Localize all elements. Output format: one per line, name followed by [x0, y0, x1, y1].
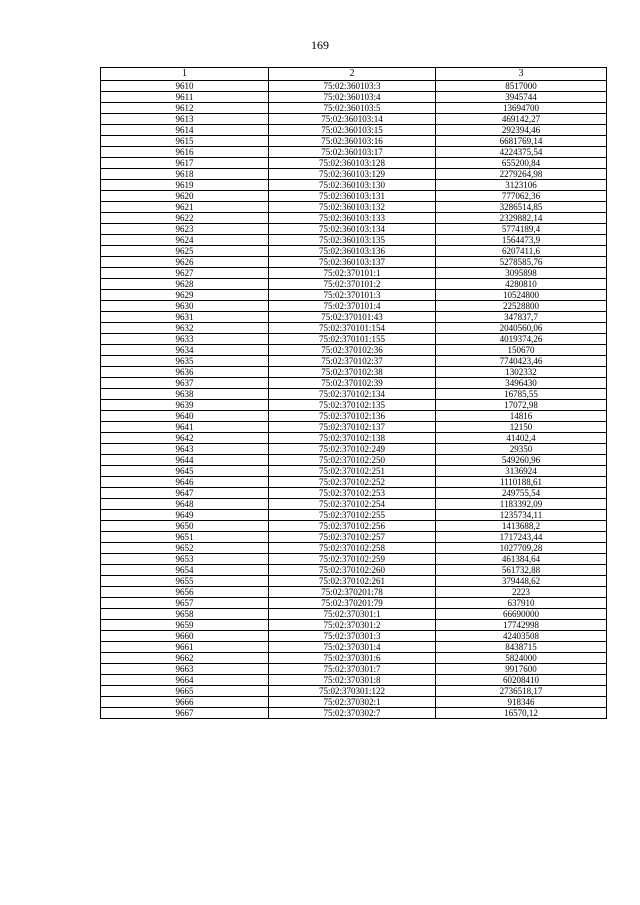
- cadastral-number-cell: 75:02:360103:5: [269, 103, 436, 114]
- table-header-row: [101, 68, 607, 81]
- cadastral-number-cell: 75:02:370102:138: [269, 433, 436, 444]
- row-number-cell: 9630: [101, 301, 269, 312]
- table-row: [101, 114, 607, 125]
- table-row: [101, 598, 607, 609]
- row-number-cell: 9654: [101, 565, 269, 576]
- value-cell: 16785,55: [436, 389, 607, 400]
- cadastral-number-cell: 75:02:370102:258: [269, 543, 436, 554]
- row-number-cell: 9634: [101, 345, 269, 356]
- value-cell: 10524800: [436, 290, 607, 301]
- table-row: [101, 334, 607, 345]
- cadastral-number-cell: 75:02:360103:135: [269, 235, 436, 246]
- cadastral-number-cell: 75:02:360103:16: [269, 136, 436, 147]
- cadastral-number-cell: 75:02:370301:122: [269, 686, 436, 697]
- row-number-cell: 9631: [101, 312, 269, 323]
- table-row: [101, 400, 607, 411]
- value-cell: 13694700: [436, 103, 607, 114]
- row-number-cell: 9665: [101, 686, 269, 697]
- table-row: [101, 378, 607, 389]
- value-cell: 637910: [436, 598, 607, 609]
- row-number-cell: 9641: [101, 422, 269, 433]
- cadastral-number-cell: 75:02:370201:78: [269, 587, 436, 598]
- row-number-cell: 9661: [101, 642, 269, 653]
- row-number-cell: 9646: [101, 477, 269, 488]
- row-number-cell: 9611: [101, 92, 269, 103]
- cadastral-number-cell: 75:02:360103:132: [269, 202, 436, 213]
- value-cell: 1110188,61: [436, 477, 607, 488]
- cadastral-number-cell: 75:02:370102:255: [269, 510, 436, 521]
- value-cell: 1302332: [436, 367, 607, 378]
- row-number-cell: 9614: [101, 125, 269, 136]
- row-number-cell: 9635: [101, 356, 269, 367]
- value-cell: 1235734,11: [436, 510, 607, 521]
- value-cell: 292394,46: [436, 125, 607, 136]
- table-row: [101, 81, 607, 92]
- value-cell: 6681769,14: [436, 136, 607, 147]
- table-row: [101, 147, 607, 158]
- cadastral-number-cell: 75:02:370101:3: [269, 290, 436, 301]
- table-row: [101, 455, 607, 466]
- table-row: [101, 422, 607, 433]
- row-number-cell: 9651: [101, 532, 269, 543]
- cadastral-number-cell: 75:02:370101:43: [269, 312, 436, 323]
- table-row: [101, 301, 607, 312]
- table-row: [101, 213, 607, 224]
- cadastral-number-cell: 75:02:370301:4: [269, 642, 436, 653]
- table-row: [101, 169, 607, 180]
- row-number-cell: 9667: [101, 708, 269, 719]
- value-cell: 17072,98: [436, 400, 607, 411]
- cadastral-number-cell: 75:02:360103:4: [269, 92, 436, 103]
- table-row: [101, 158, 607, 169]
- value-cell: 16570,12: [436, 708, 607, 719]
- row-number-cell: 9610: [101, 81, 269, 92]
- cadastral-number-cell: 75:02:370102:259: [269, 554, 436, 565]
- cadastral-number-cell: 75:02:370102:135: [269, 400, 436, 411]
- value-cell: 14816: [436, 411, 607, 422]
- value-cell: 1413688,2: [436, 521, 607, 532]
- cadastral-number-cell: 75:02:370101:1: [269, 268, 436, 279]
- row-number-cell: 9633: [101, 334, 269, 345]
- cadastral-number-cell: 75:02:360103:15: [269, 125, 436, 136]
- value-cell: 918346: [436, 697, 607, 708]
- value-cell: 12150: [436, 422, 607, 433]
- value-cell: 4280810: [436, 279, 607, 290]
- cadastral-number-cell: 75:02:370301:6: [269, 653, 436, 664]
- table-row: [101, 631, 607, 642]
- cadastral-number-cell: 75:02:370101:154: [269, 323, 436, 334]
- value-cell: 4224375,54: [436, 147, 607, 158]
- cadastral-number-cell: 75:02:370102:250: [269, 455, 436, 466]
- row-number-cell: 9649: [101, 510, 269, 521]
- table-row: [101, 554, 607, 565]
- cadastral-number-cell: 75:02:370102:38: [269, 367, 436, 378]
- cadastral-number-cell: 75:02:370102:252: [269, 477, 436, 488]
- row-number-cell: 9632: [101, 323, 269, 334]
- table-row: [101, 532, 607, 543]
- row-number-cell: 9629: [101, 290, 269, 301]
- value-cell: 3095898: [436, 268, 607, 279]
- cadastral-number-cell: 75:02:370102:254: [269, 499, 436, 510]
- value-cell: 2040560,06: [436, 323, 607, 334]
- cadastral-number-cell: 75:02:360103:133: [269, 213, 436, 224]
- row-number-cell: 9652: [101, 543, 269, 554]
- table-row: [101, 268, 607, 279]
- cadastral-number-cell: 75:02:370102:249: [269, 444, 436, 455]
- row-number-cell: 9617: [101, 158, 269, 169]
- row-number-cell: 9616: [101, 147, 269, 158]
- table-row: [101, 510, 607, 521]
- table-row: [101, 136, 607, 147]
- cadastral-number-cell: 75:02:360103:3: [269, 81, 436, 92]
- row-number-cell: 9659: [101, 620, 269, 631]
- table-row: [101, 103, 607, 114]
- row-number-cell: 9643: [101, 444, 269, 455]
- value-cell: 8517000: [436, 81, 607, 92]
- cadastral-number-cell: 75:02:370101:2: [269, 279, 436, 290]
- cadastral-number-cell: 75:02:370102:36: [269, 345, 436, 356]
- row-number-cell: 9621: [101, 202, 269, 213]
- row-number-cell: 9624: [101, 235, 269, 246]
- table-row: [101, 587, 607, 598]
- cadastral-number-cell: 75:02:370302:1: [269, 697, 436, 708]
- value-cell: 461384,64: [436, 554, 607, 565]
- row-number-cell: 9638: [101, 389, 269, 400]
- value-cell: 60208410: [436, 675, 607, 686]
- value-cell: 249755,54: [436, 488, 607, 499]
- cadastral-number-cell: 75:02:360103:17: [269, 147, 436, 158]
- value-cell: 3945744: [436, 92, 607, 103]
- table-row: [101, 477, 607, 488]
- value-cell: 3123106: [436, 180, 607, 191]
- row-number-cell: 9639: [101, 400, 269, 411]
- cadastral-number-cell: 75:02:360103:14: [269, 114, 436, 125]
- table-row: [101, 224, 607, 235]
- row-number-cell: 9655: [101, 576, 269, 587]
- row-number-cell: 9623: [101, 224, 269, 235]
- value-cell: 66690000: [436, 609, 607, 620]
- cadastral-number-cell: 75:02:370102:137: [269, 422, 436, 433]
- value-cell: 655200,84: [436, 158, 607, 169]
- cadastral-number-cell: 75:02:370102:253: [269, 488, 436, 499]
- value-cell: 9917600: [436, 664, 607, 675]
- row-number-cell: 9620: [101, 191, 269, 202]
- row-number-cell: 9645: [101, 466, 269, 477]
- table-body: [101, 81, 607, 719]
- value-cell: 561732,88: [436, 565, 607, 576]
- row-number-cell: 9612: [101, 103, 269, 114]
- cadastral-number-cell: 75:02:370102:39: [269, 378, 436, 389]
- table-row: [101, 290, 607, 301]
- value-cell: 777062,36: [436, 191, 607, 202]
- row-number-cell: 9640: [101, 411, 269, 422]
- cadastral-table: [100, 67, 607, 719]
- table-row: [101, 708, 607, 719]
- row-number-cell: 9657: [101, 598, 269, 609]
- value-cell: 4019374,26: [436, 334, 607, 345]
- value-cell: 2329882,14: [436, 213, 607, 224]
- cadastral-number-cell: 75:02:370102:261: [269, 576, 436, 587]
- row-number-cell: 9626: [101, 257, 269, 268]
- value-cell: 1717243,44: [436, 532, 607, 543]
- table-row: [101, 180, 607, 191]
- table-row: [101, 312, 607, 323]
- table-row: [101, 202, 607, 213]
- row-number-cell: 9618: [101, 169, 269, 180]
- value-cell: 29350: [436, 444, 607, 455]
- cadastral-number-cell: 75:02:370302:7: [269, 708, 436, 719]
- row-number-cell: 9664: [101, 675, 269, 686]
- value-cell: 3286514,85: [436, 202, 607, 213]
- value-cell: 7740423,46: [436, 356, 607, 367]
- value-cell: 41402,4: [436, 433, 607, 444]
- row-number-cell: 9644: [101, 455, 269, 466]
- table-row: [101, 389, 607, 400]
- value-cell: 5774189,4: [436, 224, 607, 235]
- table-row: [101, 444, 607, 455]
- cadastral-number-cell: 75:02:370102:260: [269, 565, 436, 576]
- value-cell: 2736518,17: [436, 686, 607, 697]
- table-row: [101, 235, 607, 246]
- value-cell: 3136924: [436, 466, 607, 477]
- table-row: [101, 565, 607, 576]
- table-row: [101, 609, 607, 620]
- table-row: [101, 345, 607, 356]
- row-number-cell: 9648: [101, 499, 269, 510]
- row-number-cell: 9656: [101, 587, 269, 598]
- table-row: [101, 675, 607, 686]
- row-number-cell: 9615: [101, 136, 269, 147]
- row-number-cell: 9642: [101, 433, 269, 444]
- value-cell: 379448,62: [436, 576, 607, 587]
- cadastral-number-cell: 75:02:360103:129: [269, 169, 436, 180]
- cadastral-number-cell: 75:02:370101:4: [269, 301, 436, 312]
- row-number-cell: 9658: [101, 609, 269, 620]
- value-cell: 347837,7: [436, 312, 607, 323]
- table-row: [101, 279, 607, 290]
- column-header-3: 3: [436, 68, 607, 81]
- value-cell: 5824000: [436, 653, 607, 664]
- cadastral-number-cell: 75:02:370301:3: [269, 631, 436, 642]
- table-row: [101, 356, 607, 367]
- table-row: [101, 411, 607, 422]
- cadastral-number-cell: 75:02:360103:134: [269, 224, 436, 235]
- cadastral-number-cell: 75:02:370102:256: [269, 521, 436, 532]
- cadastral-number-cell: 75:02:370301:2: [269, 620, 436, 631]
- value-cell: 17742998: [436, 620, 607, 631]
- cadastral-number-cell: 75:02:370102:251: [269, 466, 436, 477]
- cadastral-number-cell: 75:02:360103:128: [269, 158, 436, 169]
- table-row: [101, 191, 607, 202]
- value-cell: 6207411,6: [436, 246, 607, 257]
- cadastral-number-cell: 75:02:370102:136: [269, 411, 436, 422]
- row-number-cell: 9622: [101, 213, 269, 224]
- value-cell: 22528800: [436, 301, 607, 312]
- cadastral-number-cell: 75:02:370301:8: [269, 675, 436, 686]
- row-number-cell: 9663: [101, 664, 269, 675]
- table-row: [101, 620, 607, 631]
- table-row: [101, 499, 607, 510]
- row-number-cell: 9637: [101, 378, 269, 389]
- table-row: [101, 257, 607, 268]
- row-number-cell: 9650: [101, 521, 269, 532]
- cadastral-number-cell: 75:02:370102:37: [269, 356, 436, 367]
- value-cell: 469142,27: [436, 114, 607, 125]
- row-number-cell: 9647: [101, 488, 269, 499]
- table-row: [101, 697, 607, 708]
- table-row: [101, 686, 607, 697]
- table-row: [101, 433, 607, 444]
- value-cell: 1027709,28: [436, 543, 607, 554]
- row-number-cell: 9666: [101, 697, 269, 708]
- value-cell: 549260,96: [436, 455, 607, 466]
- value-cell: 8438715: [436, 642, 607, 653]
- row-number-cell: 9619: [101, 180, 269, 191]
- table-row: [101, 466, 607, 477]
- table-row: [101, 367, 607, 378]
- row-number-cell: 9625: [101, 246, 269, 257]
- value-cell: 2223: [436, 587, 607, 598]
- value-cell: 5278585,76: [436, 257, 607, 268]
- table-row: [101, 125, 607, 136]
- value-cell: 2279264,98: [436, 169, 607, 180]
- table-row: [101, 92, 607, 103]
- row-number-cell: 9613: [101, 114, 269, 125]
- value-cell: 150670: [436, 345, 607, 356]
- table-row: [101, 488, 607, 499]
- cadastral-number-cell: 75:02:370102:134: [269, 389, 436, 400]
- column-header-2: 2: [269, 68, 436, 81]
- cadastral-number-cell: 75:02:360103:136: [269, 246, 436, 257]
- table-row: [101, 323, 607, 334]
- cadastral-number-cell: 75:02:360103:130: [269, 180, 436, 191]
- cadastral-number-cell: 75:02:370102:257: [269, 532, 436, 543]
- row-number-cell: 9628: [101, 279, 269, 290]
- row-number-cell: 9662: [101, 653, 269, 664]
- table-row: [101, 521, 607, 532]
- value-cell: 3496430: [436, 378, 607, 389]
- table-row: [101, 246, 607, 257]
- column-header-1: 1: [101, 68, 269, 81]
- value-cell: 42403508: [436, 631, 607, 642]
- cadastral-number-cell: 75:02:360103:131: [269, 191, 436, 202]
- row-number-cell: 9636: [101, 367, 269, 378]
- row-number-cell: 9660: [101, 631, 269, 642]
- table-row: [101, 642, 607, 653]
- table-row: [101, 576, 607, 587]
- table-row: [101, 664, 607, 675]
- row-number-cell: 9653: [101, 554, 269, 565]
- page-number: 169: [311, 38, 329, 52]
- value-cell: 1183392,09: [436, 499, 607, 510]
- cadastral-number-cell: 75:02:370201:79: [269, 598, 436, 609]
- cadastral-number-cell: 75:02:370301:1: [269, 609, 436, 620]
- value-cell: 1564473,9: [436, 235, 607, 246]
- cadastral-number-cell: 75:02:370101:155: [269, 334, 436, 345]
- row-number-cell: 9627: [101, 268, 269, 279]
- table-row: [101, 543, 607, 554]
- table-row: [101, 653, 607, 664]
- cadastral-number-cell: 75:02:360103:137: [269, 257, 436, 268]
- cadastral-number-cell: 75:02:370301:7: [269, 664, 436, 675]
